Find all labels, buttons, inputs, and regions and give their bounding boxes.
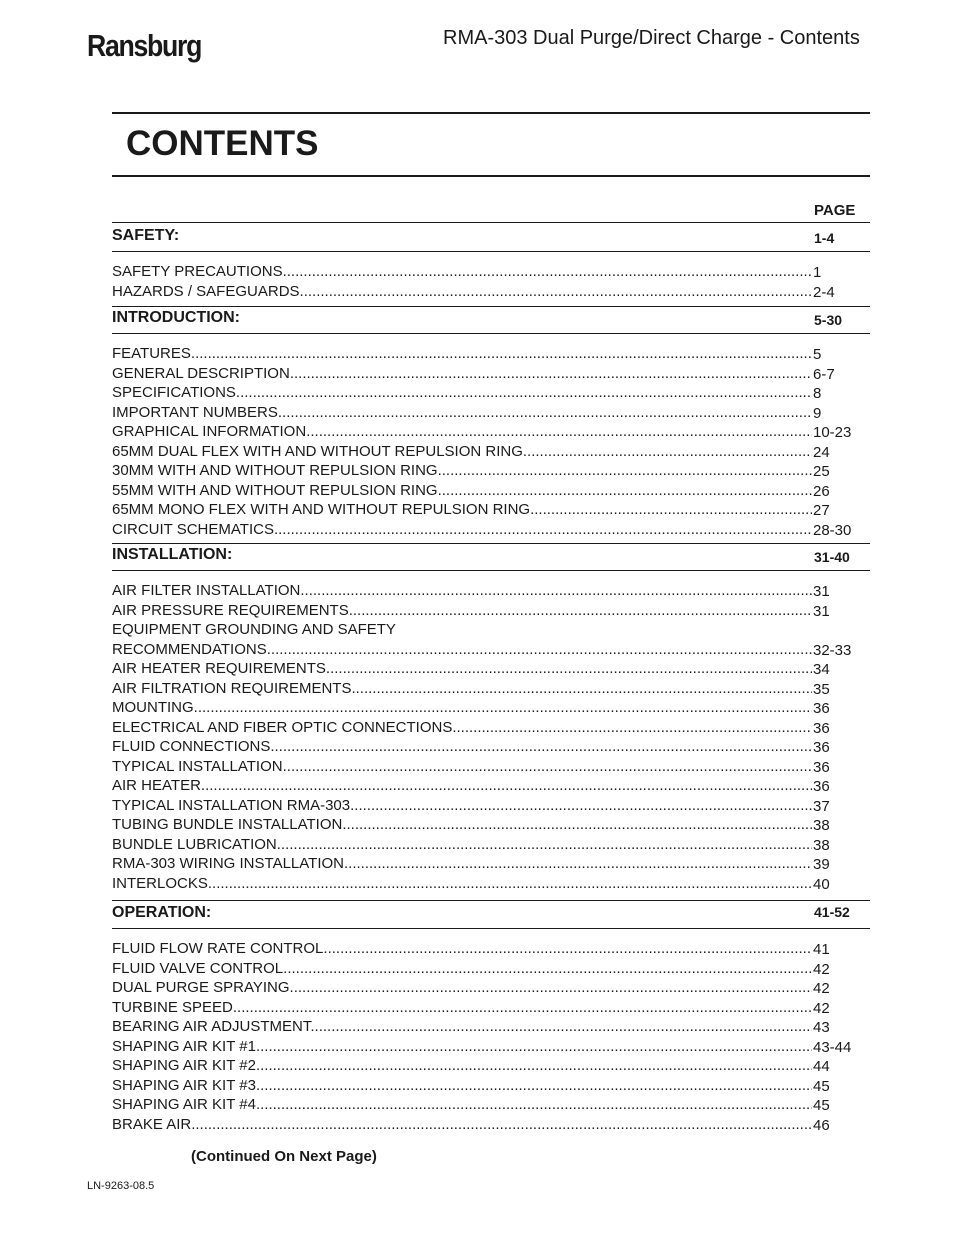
entry-title: BRAKE AIR ..... — [112, 1115, 812, 1135]
entry-title: TYPICAL INSTALLATION RMA-303 ..... — [112, 796, 812, 816]
entry-title: CIRCUIT SCHEMATICS ..... — [112, 520, 812, 540]
toc-entry[interactable] — [112, 776, 870, 796]
toc-entry[interactable] — [112, 939, 870, 959]
entry-title: HAZARDS / SAFEGUARDS ..... — [112, 282, 812, 302]
toc-entry[interactable] — [112, 640, 870, 660]
toc-entry[interactable] — [112, 520, 870, 540]
entry-page: 1 — [813, 264, 822, 281]
entry-title: FLUID VALVE CONTROL ..... — [112, 959, 812, 979]
entry-title: SAFETY PRECAUTIONS ..... — [112, 262, 812, 282]
entry-page: 28-30 — [813, 521, 852, 539]
entry-title: ELECTRICAL AND FIBER OPTIC CONNECTIONS ..... — [112, 718, 812, 738]
toc-entry[interactable] — [112, 383, 870, 403]
toc-entry[interactable] — [112, 262, 870, 282]
toc-entry[interactable] — [112, 461, 870, 481]
entry-title: GENERAL DESCRIPTION ..... — [112, 364, 812, 384]
toc-entry[interactable] — [112, 757, 870, 777]
top-rule — [112, 112, 870, 114]
toc-entry[interactable] — [112, 959, 870, 979]
toc-entry[interactable] — [112, 481, 870, 501]
section-safety — [112, 222, 870, 301]
entry-title: DUAL PURGE SPRAYING ..... — [112, 978, 812, 998]
section-header — [112, 904, 870, 929]
entry-title: TURBINE SPEED ..... — [112, 998, 812, 1018]
section-top-rule — [112, 900, 870, 901]
entry-title: 65MM MONO FLEX WITH AND WITHOUT REPULSION RING ..... — [112, 500, 812, 520]
entry-title: AIR HEATER REQUIREMENTS ..... — [112, 659, 812, 679]
entry-page: 37 — [813, 797, 830, 815]
entry-page: 36 — [813, 719, 830, 737]
toc-entry[interactable] — [112, 344, 870, 364]
page-column-heading: PAGE — [814, 202, 856, 219]
section-header — [112, 309, 870, 334]
entry-page: 45 — [813, 1097, 830, 1114]
toc-entry[interactable] — [112, 698, 870, 718]
entry-page: 9 — [813, 404, 822, 422]
toc-entry[interactable] — [112, 403, 870, 423]
entry-title: SHAPING AIR KIT #3 ..... — [112, 1076, 812, 1096]
toc-entry[interactable] — [112, 1056, 870, 1076]
continued-note: (Continued On Next Page) — [191, 1148, 377, 1165]
entry-page: 38 — [813, 817, 830, 834]
section-page-range: 41-52 — [814, 904, 850, 920]
entry-page: 6-7 — [813, 365, 835, 383]
entry-title: TUBING BUNDLE INSTALLATION ..... — [112, 815, 812, 835]
section-top-rule — [112, 543, 870, 544]
entry-page: 38 — [813, 836, 830, 854]
entry-title: FLUID CONNECTIONS ..... — [112, 737, 812, 757]
entry-title: FEATURES ..... — [112, 344, 812, 364]
toc-entry[interactable] — [112, 500, 870, 520]
entry-title: AIR HEATER ..... — [112, 776, 812, 796]
entry-title: INTERLOCKS ..... — [112, 874, 812, 894]
entry-title: SHAPING AIR KIT #1 ..... — [112, 1037, 812, 1057]
entry-page: 42 — [813, 980, 830, 997]
section-title: SAFETY: — [112, 227, 180, 244]
entry-title: 65MM DUAL FLEX WITH AND WITHOUT REPULSION RING ..... — [112, 442, 812, 462]
entry-page: 43-44 — [813, 1038, 852, 1056]
toc-entry[interactable] — [112, 581, 870, 601]
entry-title: SHAPING AIR KIT #4 ..... — [112, 1095, 812, 1115]
entry-list — [112, 939, 870, 1134]
entry-title: AIR FILTRATION REQUIREMENTS ..... — [112, 679, 812, 699]
toc-entry[interactable] — [112, 718, 870, 738]
entry-title: AIR FILTER INSTALLATION ..... — [112, 581, 812, 601]
toc-entry[interactable] — [112, 737, 870, 757]
section-header — [112, 227, 870, 252]
section-page-range: 5-30 — [814, 312, 843, 328]
entry-page: 36 — [813, 758, 830, 776]
entry-page: 8 — [813, 385, 822, 402]
entry-title: BEARING AIR ADJUSTMENT ..... — [112, 1017, 812, 1037]
toc-entry[interactable] — [112, 796, 870, 816]
document-title: RMA-303 Dual Purge/Direct Charge - Contents — [443, 27, 860, 49]
entry-page: 36 — [813, 778, 830, 795]
entry-list — [112, 581, 870, 893]
entry-list — [112, 344, 870, 539]
entry-title: AIR PRESSURE REQUIREMENTS ..... — [112, 601, 812, 621]
entry-page: 42 — [813, 960, 830, 978]
document-number: LN-9263-08.5 — [87, 1180, 155, 1192]
entry-page: 41 — [813, 941, 830, 958]
section-installation — [112, 543, 870, 893]
toc-entry[interactable] — [112, 835, 870, 855]
entry-title: RECOMMENDATIONS ..... — [112, 640, 812, 660]
entry-title: 55MM WITH AND WITHOUT REPULSION RING ..... — [112, 481, 812, 501]
entry-page: 27 — [813, 502, 830, 519]
entry-page: 43 — [813, 1019, 830, 1036]
entry-page: 36 — [813, 739, 830, 756]
entry-title: SHAPING AIR KIT #2 ..... — [112, 1056, 812, 1076]
section-page-range: 31-40 — [814, 549, 850, 565]
section-operation — [112, 900, 870, 1134]
entry-page: 26 — [813, 482, 830, 500]
entry-title: IMPORTANT NUMBERS ..... — [112, 403, 812, 423]
section-top-rule — [112, 222, 870, 223]
entry-page: 35 — [813, 680, 830, 698]
section-top-rule — [112, 306, 870, 307]
toc-entry[interactable] — [112, 815, 870, 835]
entry-list — [112, 262, 870, 301]
toc-entry[interactable] — [112, 854, 870, 874]
toc-entry[interactable] — [112, 601, 870, 621]
toc-entry[interactable] — [112, 978, 870, 998]
contents-heading: CONTENTS — [126, 124, 319, 163]
entry-page: 44 — [813, 1058, 830, 1075]
toc-entry[interactable] — [112, 679, 870, 699]
section-title: INSTALLATION: — [112, 546, 233, 563]
entry-page: 31 — [813, 583, 830, 600]
entry-title: BUNDLE LUBRICATION ..... — [112, 835, 812, 855]
entry-title: SPECIFICATIONS ..... — [112, 383, 812, 403]
toc-entry[interactable] — [112, 364, 870, 384]
entry-page: 46 — [813, 1116, 830, 1134]
section-page-range: 1-4 — [814, 230, 835, 246]
entry-page: 40 — [813, 875, 830, 893]
entry-page: 34 — [813, 661, 830, 678]
toc-entry[interactable] — [112, 874, 870, 894]
heading-rule — [112, 175, 870, 177]
entry-page: 36 — [813, 700, 830, 717]
entry-title: GRAPHICAL INFORMATION ..... — [112, 422, 812, 442]
entry-page: 39 — [813, 856, 830, 873]
entry-title: TYPICAL INSTALLATION ..... — [112, 757, 812, 777]
toc-entry[interactable] — [112, 442, 870, 462]
toc-entry[interactable] — [112, 659, 870, 679]
entry-title: MOUNTING ..... — [112, 698, 812, 718]
toc-entry[interactable] — [112, 1017, 870, 1037]
entry-page: 25 — [813, 463, 830, 480]
entry-page: 2-4 — [813, 283, 835, 301]
entry-page: 5 — [813, 346, 822, 363]
entry-title: 30MM WITH AND WITHOUT REPULSION RING ..... — [112, 461, 812, 481]
entry-page: 10-23 — [813, 424, 852, 441]
brand-logo: Ransburg — [87, 28, 202, 63]
section-title: OPERATION: — [112, 904, 212, 921]
toc-entry[interactable] — [112, 998, 870, 1018]
section-header — [112, 546, 870, 571]
entry-page: 31 — [813, 602, 830, 620]
toc-entry[interactable] — [112, 1095, 870, 1115]
entry-page: 42 — [813, 999, 830, 1017]
entry-page: 45 — [813, 1077, 830, 1095]
entry-title: RMA-303 WIRING INSTALLATION ..... — [112, 854, 812, 874]
toc-entry[interactable] — [112, 1037, 870, 1057]
entry-page: 32-33 — [813, 641, 852, 659]
toc-entry[interactable] — [112, 1115, 870, 1135]
section-introduction — [112, 306, 870, 539]
toc-entry[interactable] — [112, 282, 870, 302]
toc-entry[interactable] — [112, 422, 870, 442]
section-title: INTRODUCTION: — [112, 309, 240, 326]
entry-title: FLUID FLOW RATE CONTROL ..... — [112, 939, 812, 959]
toc-entry[interactable] — [112, 620, 870, 640]
entry-page: 24 — [813, 443, 830, 461]
toc-entry[interactable] — [112, 1076, 870, 1096]
entry-title: EQUIPMENT GROUNDING AND SAFETY — [112, 621, 396, 638]
